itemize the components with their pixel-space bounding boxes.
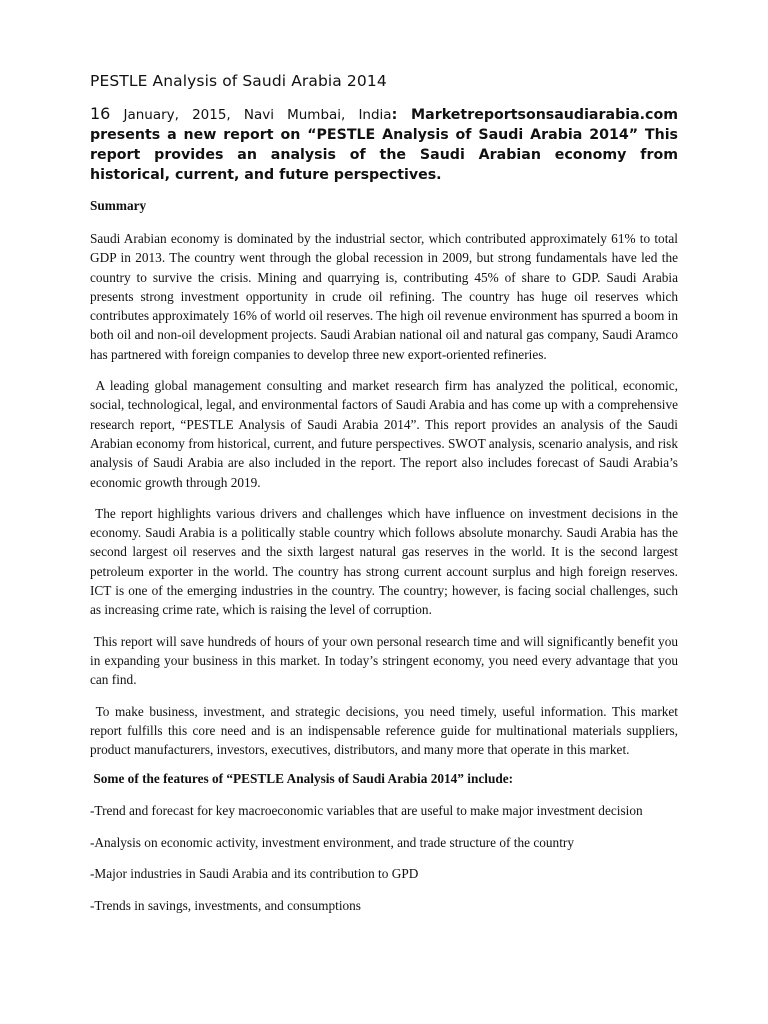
summary-heading: Summary xyxy=(90,198,147,213)
summary-paragraph-2: A leading global management consulting and market research firm has analyzed the political, economic, social, technological, legal, and environmental factors of Saudi Arabia and has come up with a comprehensive research report, “PESTLE Analysis of Saudi Arabia 2014”. This report provides an analysis of the Saudi Arabian economy from historical, current, and future perspectives. SWOT analysis, scenario analysis, and risk analysis of Saudi Arabia are also included in the report. The report also includes forecast of Saudi Arabia’s economic growth through 2019. xyxy=(90,378,682,490)
dateline-rest: January, 2015, Navi Mumbai, India xyxy=(110,107,392,123)
document-title: PESTLE Analysis of Saudi Arabia 2014 xyxy=(90,72,387,90)
summary-paragraph-3: The report highlights various drivers and challenges which have influence on investment decisions in the economy. Saudi Arabia is a politically stable country which follows absolute monarchy. Saudi Arabia has the second largest oil reserves and the sixth largest natural gas reserves in the world. It is the second largest petroleum exporter in the world. The country has strong current account surplus and high foreign reserves. ICT is one of the emerging industries in the country. The country; however, is facing social challenges, such as increasing crime rate, which is raising the level of corruption. xyxy=(90,505,682,618)
summary-paragraph-4: This report will save hundreds of hours of your own personal research time and will significantly benefit you in expanding your business in this market. In today’s stringent economy, you need every advantage that you can find. xyxy=(90,633,682,688)
features-heading: Some of the features of “PESTLE Analysis of Saudi Arabia 2014” include: xyxy=(90,771,514,787)
dateline-colon: : xyxy=(391,107,398,123)
summary-paragraph-5: To make business, investment, and strategic decisions, you need timely, useful information. This market report fulfills this core need and is an indispensable reference guide for multinational materials suppliers, product manufacturers, investors, executives, distributors, and many more that operate in this market. xyxy=(90,703,682,758)
feature-item: -Trend and forecast for key macroeconomic variables that are useful to make major investment decision xyxy=(90,803,643,819)
dateline-day: 16 xyxy=(90,104,111,123)
lead-paragraph xyxy=(90,104,678,185)
lead-announcement: Marketreportsonsaudiarabia.com presents a new report on “PESTLE Analysis of Saudi Arabia 2014” This report provides an analysis of the Saudi Arabian economy from historical, current, and future perspectives. xyxy=(90,107,678,183)
summary-paragraph-1: Saudi Arabian economy is dominated by the industrial sector, which contributed approximately 61% to total GDP in 2013. The country went through the global recession in 2009, but strong fundamentals have led the country to survive the crisis. Mining and quarrying is, contributing 45% of share to GDP. Saudi Arabia presents strong investment opportunity in crude oil refining. The country has huge oil reserves which contributes approximately 16% of world oil reserves. The high oil revenue environment has spurred a boom in both oil and non-oil development projects. Saudi Arabian national oil and natural gas company, Saudi Aramco has partnered with foreign companies to develop three new export-oriented refineries. xyxy=(90,231,678,362)
document-page xyxy=(90,72,682,928)
feature-item: -Major industries in Saudi Arabia and its contribution to GPD xyxy=(90,866,419,882)
dateline xyxy=(90,104,392,123)
feature-item: -Analysis on economic activity, investment environment, and trade structure of the country xyxy=(90,834,574,850)
feature-item: -Trends in savings, investments, and consumptions xyxy=(90,897,361,913)
